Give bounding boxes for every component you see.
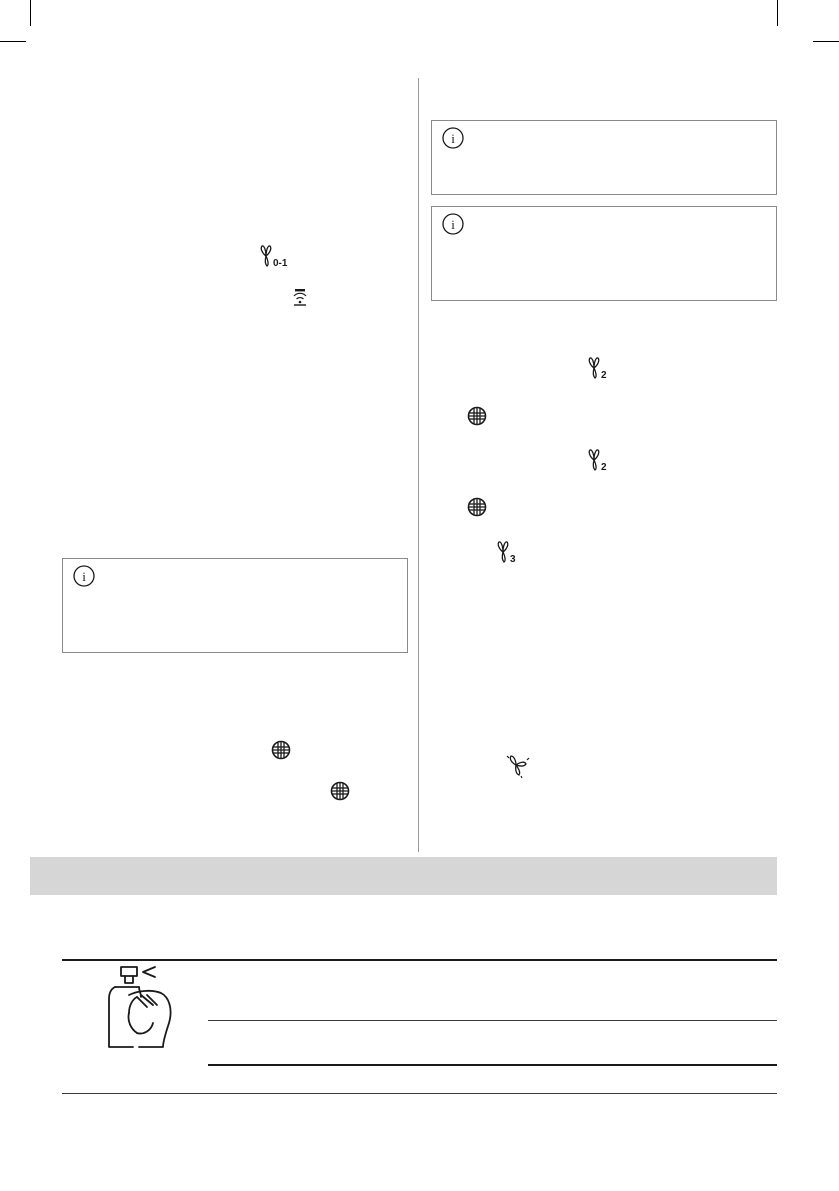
grease-filter-grid-icon [467, 497, 487, 517]
info-note-box-right-1 [431, 120, 777, 195]
grease-filter-grid-icon [271, 740, 291, 760]
info-symbol: i [451, 131, 455, 146]
fan-boost-icon [506, 753, 530, 779]
fan-speed-2-icon [586, 356, 614, 382]
table-inner-rule [208, 1020, 777, 1021]
spray-bottle-cloth-icon [103, 965, 175, 1050]
table-row-rule [208, 1064, 777, 1066]
table-bottom-rule [62, 1093, 777, 1094]
info-symbol: i [82, 569, 86, 584]
fan-speed-label: 2 [601, 462, 607, 473]
info-note-box-right-2 [431, 206, 777, 301]
column-divider [418, 78, 419, 852]
fan-speed-label: 0-1 [273, 258, 288, 269]
table-top-rule [62, 959, 777, 961]
fan-speed-label: 2 [601, 370, 607, 381]
crop-mark-top-right [813, 41, 839, 42]
crop-mark-top-right-vertical [777, 0, 778, 26]
hood-light-signal-icon [292, 288, 308, 306]
info-circle-icon [73, 565, 95, 587]
section-heading-bar [30, 857, 777, 895]
crop-mark-top-left [0, 41, 26, 42]
info-circle-icon [442, 213, 464, 235]
grease-filter-grid-icon [467, 406, 487, 426]
fan-speed-label: 3 [510, 554, 516, 565]
info-note-box-left [62, 558, 408, 653]
info-symbol: i [451, 217, 455, 232]
crop-mark-top-left-vertical [30, 0, 31, 26]
grease-filter-grid-icon [330, 781, 350, 801]
info-circle-icon [442, 127, 464, 149]
fan-speed-0-1-icon [258, 244, 298, 270]
fan-speed-3-icon [495, 540, 523, 566]
fan-speed-2-icon [586, 448, 614, 474]
